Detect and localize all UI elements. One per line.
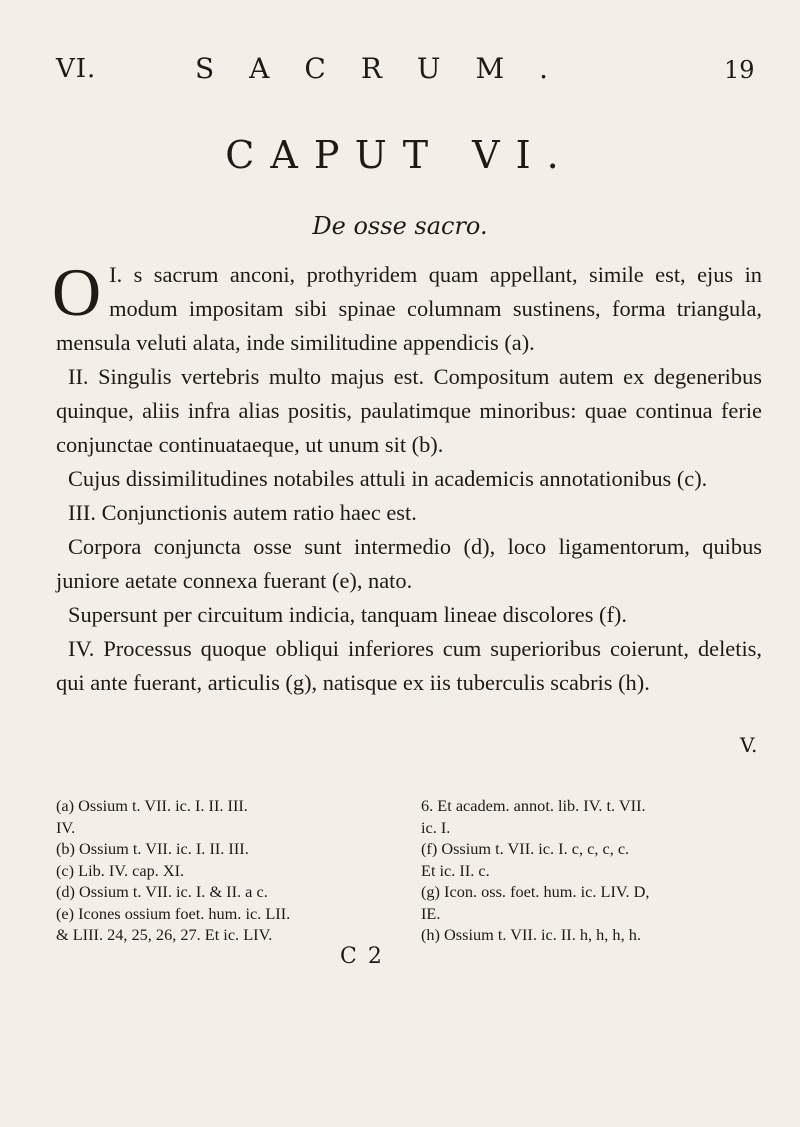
paragraph (56, 530, 762, 598)
chapter-number-head: VI. (56, 54, 97, 84)
footnote-line: (h) Ossium t. VII. ic. II. h, h, h, h. (421, 925, 641, 944)
footnote-line: (c) Lib. IV. cap. XI. (56, 860, 185, 880)
catchword: V. (740, 733, 758, 757)
paragraph (56, 360, 762, 462)
paragraph-number: II. (68, 364, 89, 389)
chapter-subtitle: De osse sacro. (312, 212, 488, 240)
footnotes-left-column (56, 795, 398, 946)
paragraph-number: IV. (68, 636, 95, 661)
paragraph (56, 496, 762, 530)
paragraph-text: Singulis vertebris multo majus est. Compositum autem ex degeneribus quinque, aliis infra alias positis, paulatimque minoribus: quae continua ferie conjunctae continuataeque, ut unum sit (b). (56, 364, 762, 457)
paragraph-text: Cujus dissimilitudines notabiles attuli in academicis annotationibus (c). (68, 466, 708, 491)
footnote-line: IE. (421, 903, 441, 923)
footnote-line: (e) Icones ossium foet. hum. ic. LII. (56, 903, 291, 923)
footnote-line: & LIII. 24, 25, 26, 27. Et ic. LIV. (56, 925, 273, 944)
paragraph-number: III. (68, 500, 96, 525)
footnote-line: (a) Ossium t. VII. ic. I. II. III. (56, 796, 248, 815)
footnote-line: ic. I. (421, 817, 451, 837)
chapter-title: CAPUT VI. (225, 133, 575, 177)
footnote-line: 6. Et academ. annot. lib. IV. t. VII. (421, 796, 646, 815)
footnote-line: Et ic. II. c. (421, 860, 490, 880)
running-title: SACRUM. (195, 52, 584, 85)
paragraph (56, 462, 762, 496)
running-head (0, 50, 800, 90)
paragraph-text: Supersunt per circuitum indicia, tanquam lineae discolores (f). (68, 602, 627, 627)
drop-cap: O (52, 254, 102, 330)
paragraph (52, 254, 762, 360)
footnote-line: (g) Icon. oss. foet. hum. ic. LIV. D, (421, 882, 650, 901)
signature-mark: C 2 (340, 944, 384, 969)
body-text (52, 254, 762, 700)
paragraph-number: I. (109, 262, 123, 287)
paragraph-text: Processus quoque obliqui inferiores cum superioribus coierunt, deletis, qui ante fuerant, articulis (g), natisque ex iis tuberculis scabris (h). (56, 636, 762, 695)
footnotes-right-column (421, 795, 763, 946)
paragraph (56, 632, 762, 700)
paragraph-text: s sacrum anconi, prothyridem quam appellant, simile est, ejus in modum impositam sibi spinae columnam sustinens, forma triangula, mensula veluti alata, inde similitudine appendicis (a). (56, 262, 762, 355)
footnote-line: IV. (56, 817, 76, 837)
footnote-line: (b) Ossium t. VII. ic. I. II. III. (56, 839, 249, 858)
paragraph-text: Corpora conjuncta osse sunt intermedio (d), loco ligamentorum, quibus juniore aetate connexa fuerant (e), nato. (56, 534, 762, 593)
footnote-line: (d) Ossium t. VII. ic. I. & II. a c. (56, 882, 268, 901)
footnote-line: (f) Ossium t. VII. ic. I. c, c, c, c. (421, 839, 630, 858)
page-number: 19 (724, 56, 755, 84)
paragraph (56, 598, 762, 632)
paragraph-text: Conjunctionis autem ratio haec est. (101, 500, 417, 525)
